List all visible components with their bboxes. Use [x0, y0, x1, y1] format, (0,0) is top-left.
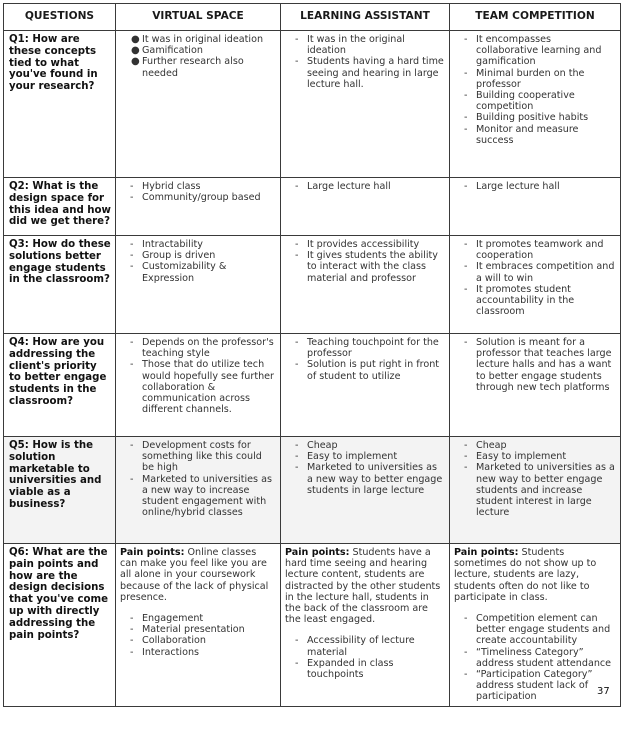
dash-marker: -	[295, 451, 299, 463]
list-item	[120, 239, 276, 250]
list-item	[120, 613, 276, 624]
list-item	[454, 647, 616, 669]
team-competition-cell	[450, 236, 621, 334]
dash-marker: -	[130, 250, 134, 262]
dash-marker: -	[464, 451, 468, 463]
team-competition-cell	[450, 437, 621, 544]
learning-assistant-cell	[281, 437, 450, 544]
list-item-text: Solution is put right in front of student to utilize	[307, 359, 440, 382]
list-item-text: It gives students the ability to interact with the class material and professor	[307, 250, 438, 284]
pain-points-description: Students have a hard time seeing and hearing lecture content, students are distracted by the other students in the lecture hall, students in the back of the classroom are the least engaged.	[285, 547, 441, 626]
list-item	[285, 635, 445, 657]
bullet-icon: ●	[131, 34, 140, 45]
list-item-text: Those that do utilize tech would hopefully see further collaboration & communication across different channels.	[142, 359, 275, 416]
list-item	[454, 124, 616, 146]
pain-points-label: Pain points:	[285, 547, 350, 558]
list-item	[454, 68, 616, 90]
list-item	[120, 250, 276, 261]
dash-marker: -	[295, 250, 299, 262]
table-row	[4, 334, 621, 437]
list-item	[285, 34, 445, 56]
pain-points-text	[454, 547, 616, 603]
dash-marker: -	[130, 613, 134, 625]
list-item-text: Material presentation	[142, 624, 245, 636]
dash-marker: -	[295, 337, 299, 348]
pain-points-label: Pain points:	[120, 547, 185, 558]
learning-assistant-cell	[281, 334, 450, 437]
list-item-text: Development costs for something like this could be high	[142, 440, 262, 474]
list-item-text: Intractability	[142, 239, 203, 250]
dash-marker: -	[295, 359, 299, 371]
list-item-text: Monitor and measure success	[476, 123, 579, 146]
dash-marker: -	[464, 67, 468, 79]
table-row	[4, 544, 621, 707]
list-item	[120, 359, 276, 415]
table-row	[4, 236, 621, 334]
header-virtual-space: VIRTUAL SPACE	[116, 4, 281, 31]
list-item	[285, 250, 445, 284]
list-item-text: Minimal burden on the professor	[476, 67, 585, 90]
list-item-text: Community/group based	[142, 192, 261, 204]
dash-marker: -	[295, 440, 299, 451]
question-cell: Q5: How is the solution marketable to universities and viable as a business?	[4, 437, 116, 544]
list-item	[120, 56, 276, 78]
list-item-text: Large lecture hall	[307, 181, 391, 192]
learning-assistant-cell	[281, 31, 450, 178]
list-item	[285, 239, 445, 250]
header-learning-assistant: LEARNING ASSISTANT	[281, 4, 450, 31]
question-cell: Q2: What is the design space for this idea and how did we get there?	[4, 178, 116, 236]
list-item-text: Further research also needed	[142, 56, 244, 79]
list-item-text: Hybrid class	[142, 181, 201, 192]
list-item-text: It provides accessibility	[307, 239, 420, 250]
list-item	[454, 34, 616, 68]
list-item	[120, 474, 276, 519]
list-item	[454, 337, 616, 393]
bullet-icon: ●	[131, 56, 140, 68]
list-item	[285, 658, 445, 680]
question-cell: Q3: How do these solutions better engage students in the classroom?	[4, 236, 116, 334]
list-item	[120, 261, 276, 283]
virtual-space-cell	[116, 31, 281, 178]
list-item-text: Depends on the professor's teaching style	[142, 337, 274, 360]
dash-marker: -	[295, 239, 299, 250]
virtual-space-cell	[116, 178, 281, 236]
pain-points-text	[120, 547, 276, 603]
dash-marker: -	[464, 34, 468, 45]
list-item	[285, 440, 445, 451]
dash-marker: -	[130, 624, 134, 636]
comparison-table	[3, 3, 621, 707]
dash-marker: -	[464, 440, 468, 451]
dash-marker: -	[464, 462, 468, 474]
dash-marker: -	[464, 181, 468, 192]
list-item-text: Cheap	[476, 440, 507, 451]
list-item	[120, 337, 276, 359]
list-item	[454, 613, 616, 647]
dash-marker: -	[464, 123, 468, 135]
pain-points-text	[285, 547, 445, 625]
dash-marker: -	[130, 239, 134, 250]
list-item-text: Large lecture hall	[476, 181, 560, 192]
list-item	[285, 56, 445, 90]
list-item	[285, 451, 445, 462]
list-item-text: Students having a hard time seeing and hearing in large lecture hall.	[307, 56, 444, 90]
dash-marker: -	[464, 337, 468, 348]
list-item	[454, 90, 616, 112]
list-item-text: Building positive habits	[476, 112, 589, 124]
list-item-text: Interactions	[142, 646, 200, 658]
team-competition-cell	[450, 544, 621, 707]
list-item	[120, 635, 276, 646]
header-questions: QUESTIONS	[4, 4, 116, 31]
list-item-text: Cheap	[307, 440, 338, 451]
list-item-text: It promotes teamwork and cooperation	[476, 239, 604, 262]
list-item	[285, 337, 445, 359]
dash-marker: -	[464, 283, 468, 295]
list-item-text: Marketed to universities as a new way to better engage students in large lecture	[307, 462, 443, 496]
list-item	[454, 261, 616, 283]
question-cell: Q4: How are you addressing the client's priority to better engage students in the classroom?	[4, 334, 116, 437]
list-item-text: Marketed to universities as a new way to increase student engagement with online/hybrid classes	[142, 473, 272, 519]
team-competition-cell	[450, 334, 621, 437]
list-item	[120, 647, 276, 658]
dash-marker: -	[130, 473, 134, 485]
dash-marker: -	[464, 112, 468, 124]
list-item-text: Gamification	[142, 45, 203, 57]
header-team-competition: TEAM COMPETITION	[450, 4, 621, 31]
list-item-text: Customizability & Expression	[142, 261, 227, 284]
list-item	[120, 45, 276, 56]
virtual-space-cell	[116, 437, 281, 544]
dash-marker: -	[295, 56, 299, 68]
list-item-text: It promotes student accountability in the classroom	[476, 283, 575, 318]
list-item-text: Marketed to universities as a new way to better engage students and increase student interest in large lecture	[476, 462, 615, 519]
list-item	[120, 181, 276, 192]
list-item-text: Easy to implement	[307, 451, 398, 463]
dash-marker: -	[130, 337, 134, 348]
list-item-text: It was in original ideation	[142, 34, 264, 45]
list-item	[285, 462, 445, 496]
dash-marker: -	[464, 261, 468, 273]
team-competition-cell	[450, 31, 621, 178]
table-row	[4, 437, 621, 544]
bullet-icon: ●	[131, 45, 140, 57]
learning-assistant-cell	[281, 236, 450, 334]
list-item-text: Accessibility of lecture material	[307, 635, 415, 658]
dash-marker: -	[464, 239, 468, 250]
list-item-text: It encompasses collaborative learning and gamification	[476, 34, 602, 68]
dash-marker: -	[295, 34, 299, 45]
list-item-text: It embraces competition and a will to win	[476, 261, 615, 284]
list-item	[285, 181, 445, 192]
table-row	[4, 178, 621, 236]
dash-marker: -	[464, 669, 468, 681]
list-item-text: “Timeliness Category” address student attendance	[476, 646, 612, 669]
dash-marker: -	[295, 635, 299, 647]
question-cell: Q6: What are the pain points and how are the design decisions that you've come up with directly addressing the pain points?	[4, 544, 116, 707]
table-row	[4, 31, 621, 178]
list-item-text: Teaching touchpoint for the professor	[307, 337, 439, 360]
dash-marker: -	[295, 181, 299, 192]
pain-points-description: Online classes can make you feel like you are all alone in your coursework because of the lack of physical presence.	[120, 547, 269, 603]
pain-points-description: Students sometimes do not show up to lecture, students are lazy, students often do not like to participate in class.	[454, 547, 597, 603]
list-item-text: “Participation Category” address student lack of participation	[476, 669, 593, 703]
list-item-text: Group is driven	[142, 250, 216, 262]
list-item-text: Engagement	[142, 613, 204, 625]
dash-marker: -	[464, 646, 468, 658]
virtual-space-cell	[116, 334, 281, 437]
list-item	[120, 34, 276, 45]
learning-assistant-cell	[281, 544, 450, 707]
dash-marker: -	[130, 635, 134, 647]
list-item	[120, 440, 276, 474]
list-item	[454, 669, 616, 703]
pain-points-label: Pain points:	[454, 547, 519, 558]
list-item	[454, 181, 616, 192]
list-item	[454, 440, 616, 451]
header-row	[4, 4, 621, 31]
list-item-text: It was in the original ideation	[307, 34, 405, 57]
list-item-text: Collaboration	[142, 635, 206, 647]
list-item-text: Solution is meant for a professor that teaches large lecture halls and has a want to better engage students through new tech platforms	[476, 337, 612, 393]
list-item	[454, 239, 616, 261]
list-item-text: Expanded in class touchpoints	[307, 657, 394, 681]
list-item	[285, 359, 445, 381]
dash-marker: -	[464, 90, 468, 102]
learning-assistant-cell	[281, 178, 450, 236]
list-item	[120, 624, 276, 635]
list-item	[120, 192, 276, 203]
list-item-text: Easy to implement	[476, 451, 567, 463]
dash-marker: -	[130, 440, 134, 451]
list-item	[454, 451, 616, 462]
list-item-text: Building cooperative competition	[476, 90, 575, 113]
team-competition-cell	[450, 178, 621, 236]
dash-marker: -	[130, 192, 134, 204]
dash-marker: -	[130, 181, 134, 192]
page-number: 37	[597, 686, 610, 697]
question-cell: Q1: How are these concepts tied to what you've found in your research?	[4, 31, 116, 178]
dash-marker: -	[295, 462, 299, 474]
virtual-space-cell	[116, 544, 281, 707]
dash-marker: -	[130, 359, 134, 371]
dash-marker: -	[295, 657, 299, 669]
list-item-text: Competition element can better engage students and create accountability	[476, 613, 611, 647]
virtual-space-cell	[116, 236, 281, 334]
list-item	[454, 462, 616, 518]
list-item	[454, 284, 616, 318]
dash-marker: -	[130, 646, 134, 658]
list-item	[454, 112, 616, 123]
dash-marker: -	[130, 261, 134, 273]
dash-marker: -	[464, 613, 468, 625]
